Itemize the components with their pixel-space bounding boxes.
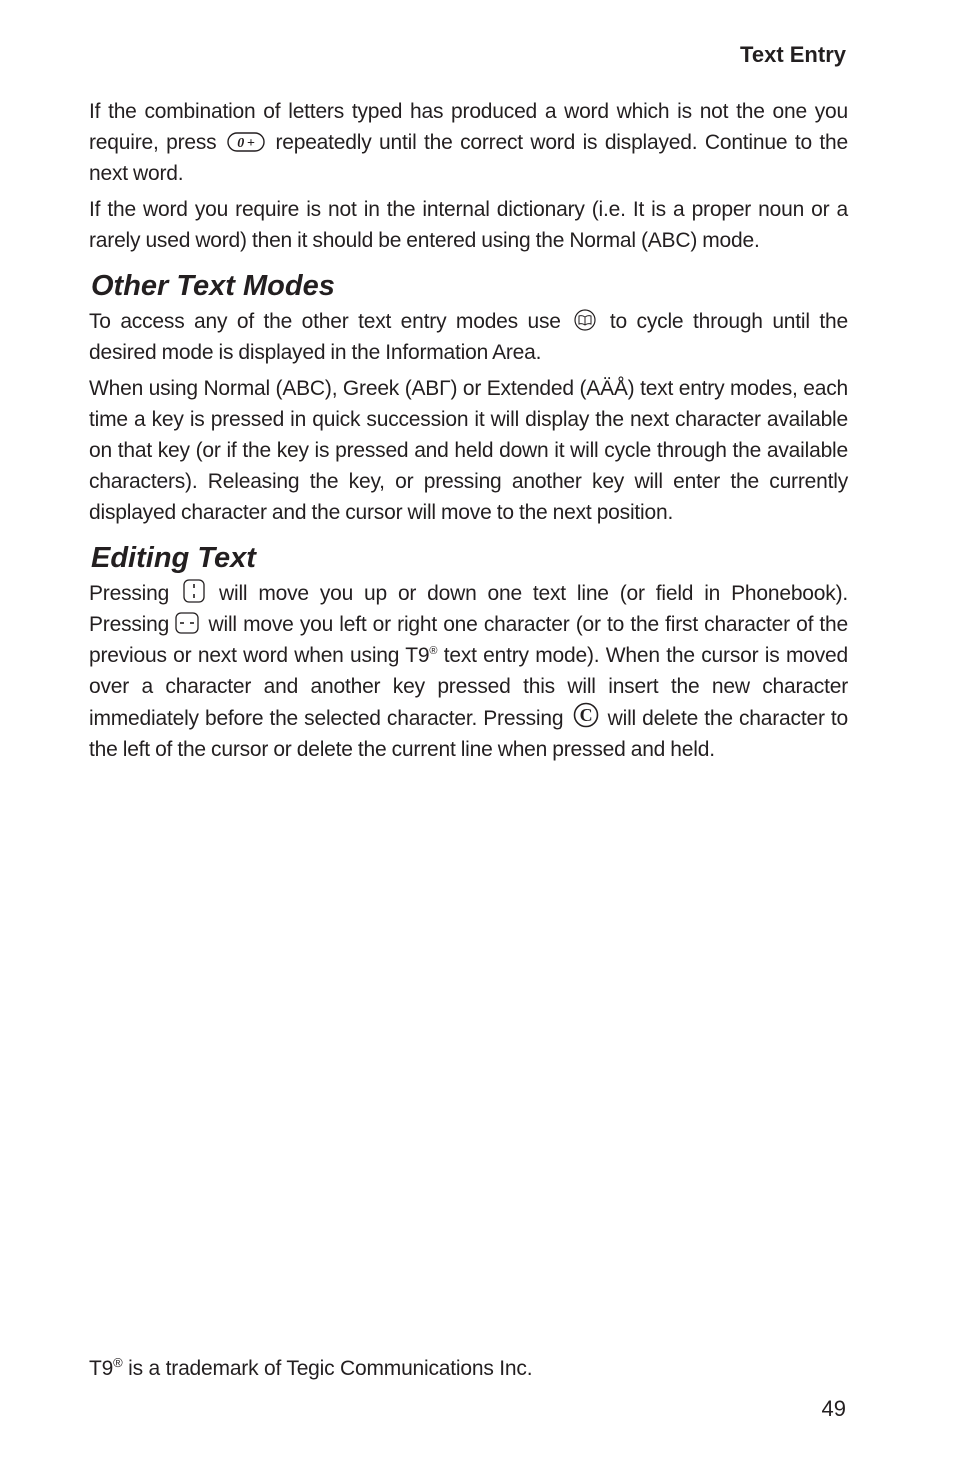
other-modes-paragraph-2: When using Normal (ABC), Greek (ΑΒΓ) or Extended (AÄÅ) text entry modes, each time a key is pressed in quick succession it will display the next character available on that key (or if the key is pressed and held down it will cycle through the available characters). Releasing the key, or pressing another key will enter the currently displayed character and the cursor will move to the next position. <box>89 377 848 524</box>
footnote-t9: T9 <box>89 1357 114 1380</box>
svg-text:0 +: 0 + <box>237 136 255 151</box>
intro-paragraph-2: If the word you require is not in the internal dictionary (i.e. It is a proper noun or a rarely used word) then it should be entered using the Normal (ABC) mode. <box>89 198 848 252</box>
running-head-title: Text Entry <box>740 42 846 67</box>
registered-mark: ® <box>429 645 438 657</box>
zero-plus-key-icon <box>227 132 265 152</box>
clear-key-icon <box>573 702 599 728</box>
intro-p1-text-a: If the combination of letters typed has produced a word which is not the one you require, press <box>89 100 848 154</box>
svg-text:C: C <box>579 705 592 725</box>
footnote-text: is a trademark of Tegic Communications Inc. <box>128 1357 533 1380</box>
other-modes-p1-text-b: to cycle through until the desired mode is displayed in the Information Area. <box>89 310 848 364</box>
footnote-registered-mark: ® <box>113 1355 123 1370</box>
intro-p1-text-b: repeatedly until the correct word is displayed. Continue to the next word. <box>89 131 849 185</box>
editing-p1-text-d: text entry mode). When the cursor is moved over a character and another key pressed this will insert the new character immediately before the selected character. Pressing <box>89 644 848 730</box>
page-number: 49 <box>821 1396 846 1421</box>
intro-paragraph-1 <box>89 96 848 189</box>
editing-p1-text-e: will delete the character to the left of the cursor or delete the current line when pressed and held. <box>89 707 848 761</box>
editing-p1-text-b: will move you up or down one text line (or field in Phonebook). Pressing <box>89 582 848 636</box>
left-right-nav-key-icon <box>175 612 199 634</box>
trademark-footnote <box>89 1355 532 1381</box>
editing-p1-text-c: will move you left or right one character (or to the first character of the previous or next word when using T9 <box>89 613 848 667</box>
editing-paragraph-1 <box>89 578 848 765</box>
up-down-nav-key-icon <box>183 579 205 603</box>
other-modes-paragraph-1 <box>89 306 848 368</box>
heading-other-text-modes: Other Text Modes <box>91 270 335 302</box>
page-content <box>89 96 848 770</box>
book-key-icon <box>573 309 597 331</box>
heading-editing-text: Editing Text <box>91 542 256 574</box>
other-modes-p1-text-a: To access any of the other text entry modes use <box>89 310 561 333</box>
editing-p1-text-a: Pressing <box>89 582 170 605</box>
